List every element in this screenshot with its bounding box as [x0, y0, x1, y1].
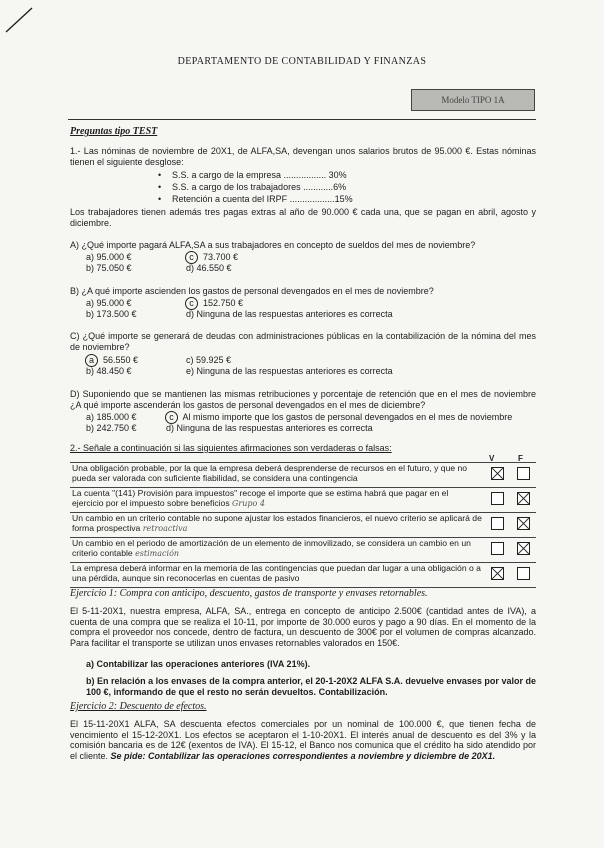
- statement-text: La empresa deberá informar en la memoria de las contingencias que puedan dar lugar a una obligación o a una pérdida, aunque sin reconocerlas en cuentas de pasivo: [70, 563, 484, 588]
- option-d: e) Ninguna de las respuestas anteriores es correcta: [186, 366, 393, 376]
- option-b: b) 242.750 €: [86, 423, 137, 433]
- true-checkbox[interactable]: [484, 538, 510, 563]
- option-a: a) 185.000 €: [86, 412, 137, 422]
- option-c: c) 59.925 €: [186, 355, 232, 365]
- exercise-1-part-a: a) Contabilizar las operaciones anteriores (IVA 21%).: [86, 659, 311, 669]
- model-stamp: Modelo TIPO 1A: [411, 89, 535, 111]
- false-checkbox[interactable]: [510, 463, 536, 488]
- option-c-circled: c Al mismo importe que los gastos de personal devengados en el mes de noviembre: [166, 412, 536, 424]
- table-row: [70, 513, 536, 538]
- exercise-2-body: El 15-11-20X1 ALFA, SA descuenta efectos comerciales por un nominal de 100.000 €, que tienen fecha de vencimiento el 15-12-20X1. Los efectos se aceptaron el 1-10-20X1. El interés anual de descuento es del 3% y la comisión bancaria es de 12€ (exentos de IVA). El 15-12, el Banco nos comunica que el crédito ha sido atendido por el cliente. Se pide: Contabilizar las operaciones correspondientes a noviembre y diciembre de 20X1.: [70, 719, 536, 761]
- option-b: b) 48.450 €: [86, 366, 132, 376]
- option-d: d) Ninguna de las respuestas anteriores es correcta: [186, 309, 393, 319]
- department-header: DEPARTAMENTO DE CONTABILIDAD Y FINANZAS: [177, 56, 427, 67]
- handwritten-note: estimación: [135, 549, 180, 559]
- option-b: b) 75.050 €: [86, 263, 132, 273]
- option-a: a) 95.000 €: [86, 298, 132, 308]
- table-row: [70, 563, 536, 588]
- table-row: [70, 488, 536, 513]
- option-c-circled: c 152.750 €: [186, 298, 243, 310]
- question-1-intro: 1.- Las nóminas de noviembre de 20X1, de ALFA,SA, devengan unos salarios brutos de 95.000 €. Estas nóminas tienen el siguiente desglose:: [70, 146, 536, 167]
- true-checkbox[interactable]: [484, 488, 510, 513]
- table-row: [70, 538, 536, 563]
- question-a: A) ¿Qué importe pagará ALFA,SA a sus trabajadores en concepto de sueldos del mes de noviembre?: [70, 240, 476, 250]
- bullet-item: • S.S. a cargo de la empresa ................. 30%: [158, 170, 347, 180]
- false-column-header: F: [518, 454, 523, 463]
- handwritten-note: retroactiva: [142, 524, 188, 534]
- truefalse-table: [70, 462, 536, 588]
- question-1-extras: Los trabajadores tienen además tres pagas extras al año de 90.000 € cada una, que se pagan en abril, agosto y diciembre.: [70, 207, 536, 228]
- table-row: [70, 463, 536, 488]
- option-b: b) 173.500 €: [86, 309, 137, 319]
- handwritten-note: Grupo 4: [232, 499, 265, 509]
- statement-text: Una obligación probable, por la que la empresa deberá desprenderse de recursos en el futuro, y que no pueda ser valorada con suficiente fiabilidad, se considera una contingencia: [70, 463, 484, 488]
- false-checkbox[interactable]: [510, 513, 536, 538]
- option-c-circled: c 73.700 €: [186, 252, 238, 264]
- true-column-header: V: [489, 454, 495, 463]
- exercise-1-body: El 5-11-20X1, nuestra empresa, ALFA, SA., entrega en concepto de anticipo 2.500€ (cantidad antes de IVA), a cuenta de una compra que se realiza el 10-11, por importe de 30.000 euros y pago a 90 días. En el momento de la compra el proveedor nos concede, dentro de factura, un descuento de 300€ por el volumen de compras alcanzado. Para facilitar el transporte se utilizan unos envases retornables valorados en 150€.: [70, 606, 536, 648]
- false-checkbox[interactable]: [510, 538, 536, 563]
- true-checkbox[interactable]: [484, 513, 510, 538]
- statement-text: Un cambio en el periodo de amortización de un elemento de inmovilizado, se considera un cambio en un criterio contable estimación: [70, 538, 484, 563]
- question-c: C) ¿Qué importe se generará de deudas con administraciones públicas en la contabilización de la nómina del mes de noviembre?: [70, 331, 536, 352]
- false-checkbox[interactable]: [510, 563, 536, 588]
- bullet-item: • S.S. a cargo de los trabajadores ............6%: [158, 182, 347, 192]
- option-a-circled: a 56.550 €: [86, 355, 138, 367]
- exercise-2-title: Ejercicio 2: Descuento de efectos.: [70, 701, 207, 712]
- option-d: d) 46.550 €: [186, 263, 232, 273]
- question-b: B) ¿A qué importe ascienden los gastos de personal devengados en el mes de noviembre?: [70, 286, 434, 296]
- true-checkbox[interactable]: [484, 563, 510, 588]
- exercise-2-ask: Se pide: Contabilizar las operaciones correspondientes a noviembre y diciembre de 20X1.: [110, 750, 496, 761]
- statement-text: La cuenta "(141) Provisión para impuestos" recoge el importe que se estima habrá que pagar en el ejercicio por el impuesto sobre beneficios Grupo 4: [70, 488, 484, 513]
- false-checkbox[interactable]: [510, 488, 536, 513]
- bullet-item: • Retención a cuenta del IRPF ..................15%: [158, 194, 353, 204]
- option-a: a) 95.000 €: [86, 252, 132, 262]
- truefalse-title: 2.- Señale a continuación si las siguientes afirmaciones son verdaderas o falsas:: [70, 443, 392, 453]
- question-d: D) Suponiendo que se mantienen las mismas retribuciones y porcentaje de retención que en el mes de noviembre ¿A qué importe ascenderán los gastos de personal devengados en el mes de diciembre?: [70, 389, 536, 410]
- test-section-title: Preguntas tipo TEST: [70, 126, 158, 137]
- corner-pen-mark: [2, 2, 36, 36]
- header-divider: [68, 119, 536, 120]
- option-d: d) Ninguna de las respuestas anteriores es correcta: [166, 423, 373, 433]
- exercise-1-title: Ejercicio 1: Compra con anticipo, descuento, gastos de transporte y envases retornables.: [70, 588, 428, 599]
- statement-text: Un cambio en un criterio contable no supone ajustar los estados financieros, el nuevo criterio se aplicará de forma prospectiva retroactiva: [70, 513, 484, 538]
- true-checkbox[interactable]: [484, 463, 510, 488]
- exercise-1-part-b: b) En relación a los envases de la compra anterior, el 20-1-20X2 ALFA S.A. devuelve envases por valor de 100 €, informando de que el resto no serán devueltos. Contabilización.: [86, 676, 536, 697]
